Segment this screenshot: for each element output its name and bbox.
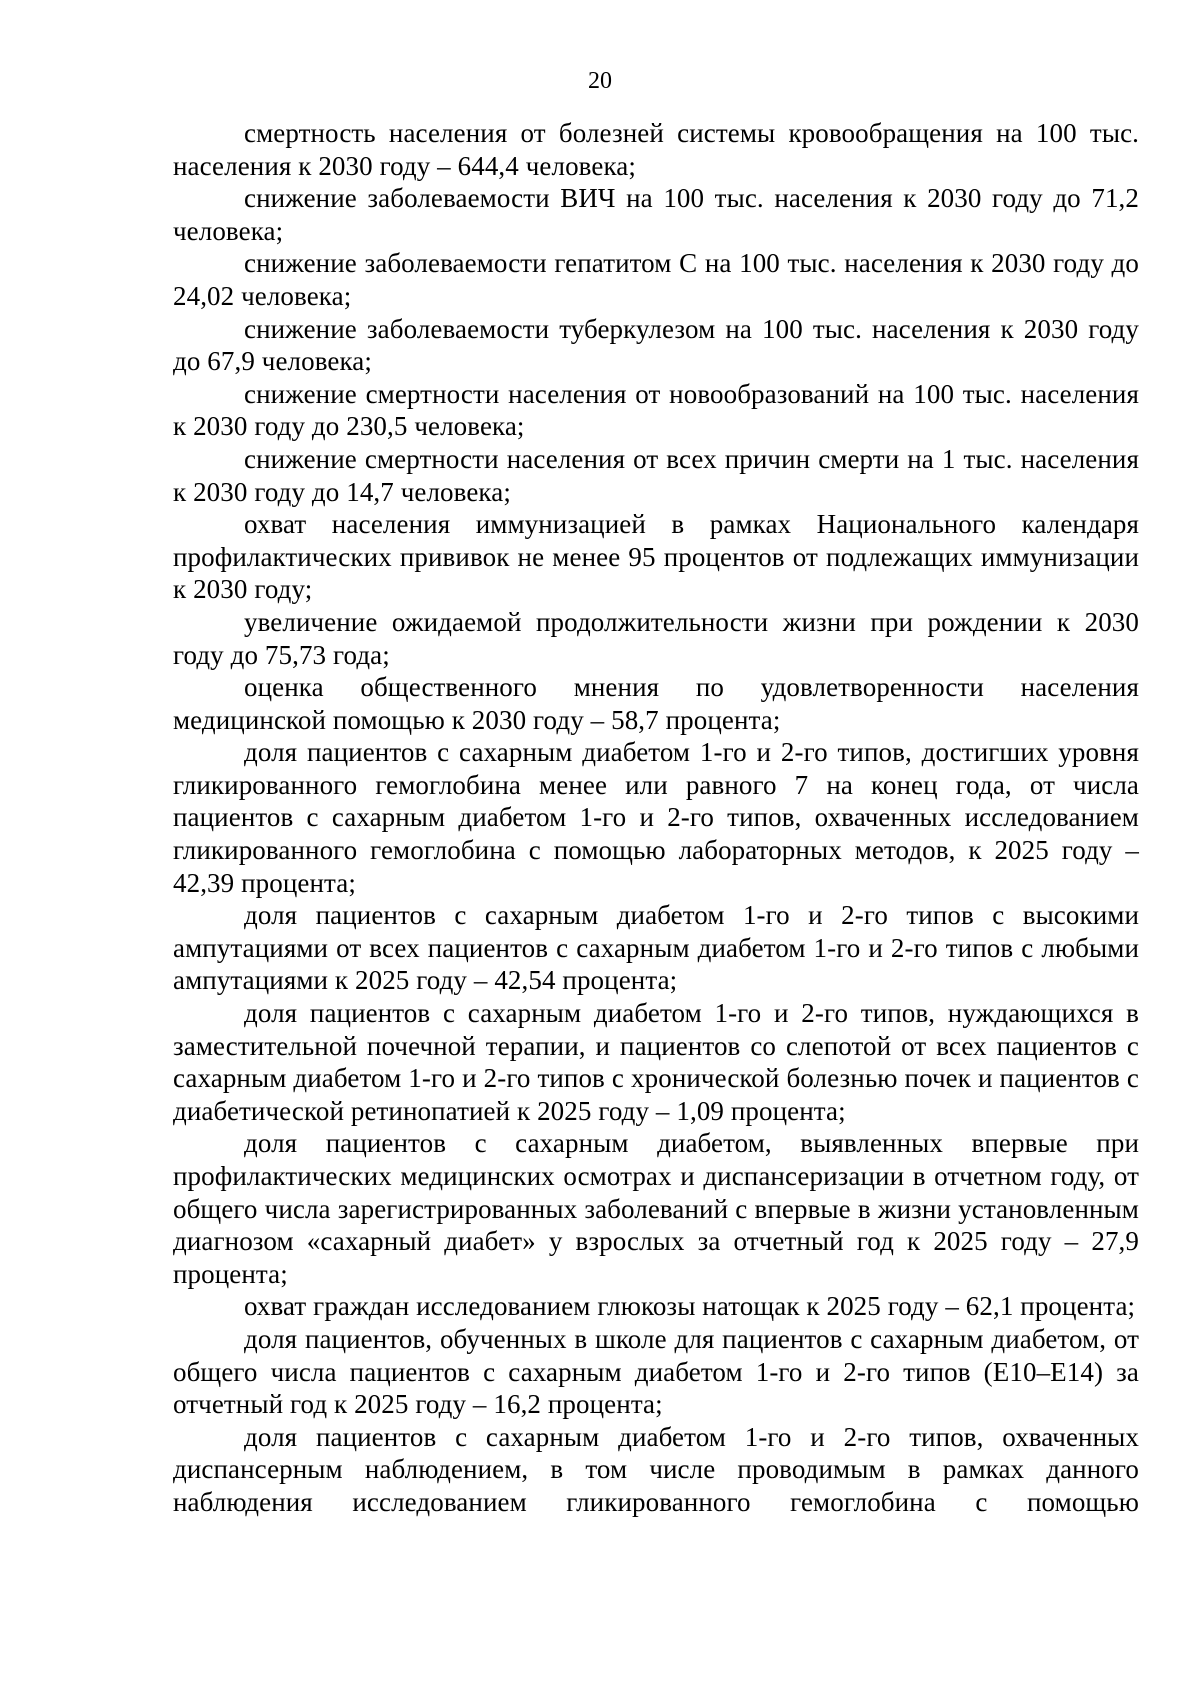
paragraph: охват граждан исследованием глюкозы натощак к 2025 году – 62,1 процента; [244,1291,1136,1322]
paragraph: охват населения иммунизацией в рамках Национального календаря профилактических прививок не менее 95 процентов от подлежащих иммунизации к 2030 году; [173,509,1139,605]
paragraph: доля пациентов с сахарным диабетом 1-го и 2-го типов, достигших уровня гликированного гемоглобина менее или равного 7 на конец года, от числа пациентов с сахарным диабетом 1-го и 2-го типов, охваченных исследованием гликированного гемоглобина с помощью лабораторных методов, к 2025 году – 42,39 процента; [173,737,1139,898]
paragraph: снижение заболеваемости туберкулезом на 100 тыс. населения к 2030 году до 67,9 человека; [173,313,1139,377]
paragraph: снижение смертности населения от новообразований на 100 тыс. населения к 2030 году до 230,5 человека; [173,378,1139,442]
paragraph: смертность населения от болезней системы кровообращения на 100 тыс. населения к 2030 году – 644,4 человека; [173,118,1139,181]
paragraph: снижение заболеваемости ВИЧ на 100 тыс. населения к 2030 году до 71,2 человека; [173,183,1139,246]
paragraph: оценка общественного мнения по удовлетворенности населения медицинской помощью к 2030 году – 58,7 процента; [173,672,1139,735]
paragraph: доля пациентов, обученных в школе для пациентов с сахарным диабетом, от общего числа пациентов с сахарным диабетом 1-го и 2-го типов (Е10–Е14) за отчетный год к 2025 году – 16,2 процента; [173,1323,1139,1420]
paragraph: доля пациентов с сахарным диабетом, выявленных впервые при профилактических медицинских осмотрах и диспансеризации в отчетном году, от общего числа зарегистрированных заболеваний с впервые в жизни установленным диагнозом «сахарный диабет» у взрослых за отчетный год к 2025 году – 27,9 процента; [173,1128,1139,1289]
paragraph: доля пациентов с сахарным диабетом 1-го и 2-го типов, нуждающихся в заместительной почечной терапии, и пациентов со слепотой от всех пациентов с сахарным диабетом 1-го и 2-го типов с хронической болезнью почек и пациентов с диабетической ретинопатией к 2025 году – 1,09 процента; [173,998,1139,1126]
page-number: 20 [588,68,612,94]
paragraph: увеличение ожидаемой продолжительности жизни при рождении к 2030 году до 75,73 года; [173,606,1139,670]
paragraph: доля пациентов с сахарным диабетом 1-го и 2-го типов, охваченных диспансерным наблюдением, в том числе проводимым в рамках данного наблюдения исследованием гликированного гемоглобина с помощью [173,1421,1139,1517]
paragraph: снижение смертности населения от всех причин смерти на 1 тыс. населения к 2030 году до 14,7 человека; [173,443,1139,507]
paragraph: снижение заболеваемости гепатитом С на 100 тыс. населения к 2030 году до 24,02 человека; [173,248,1139,311]
paragraph: доля пациентов с сахарным диабетом 1-го и 2-го типов с высокими ампутациями от всех пациентов с сахарным диабетом 1-го и 2-го типов с любыми ампутациями к 2025 году – 42,54 процента; [173,900,1139,996]
document-body [173,117,1139,1519]
